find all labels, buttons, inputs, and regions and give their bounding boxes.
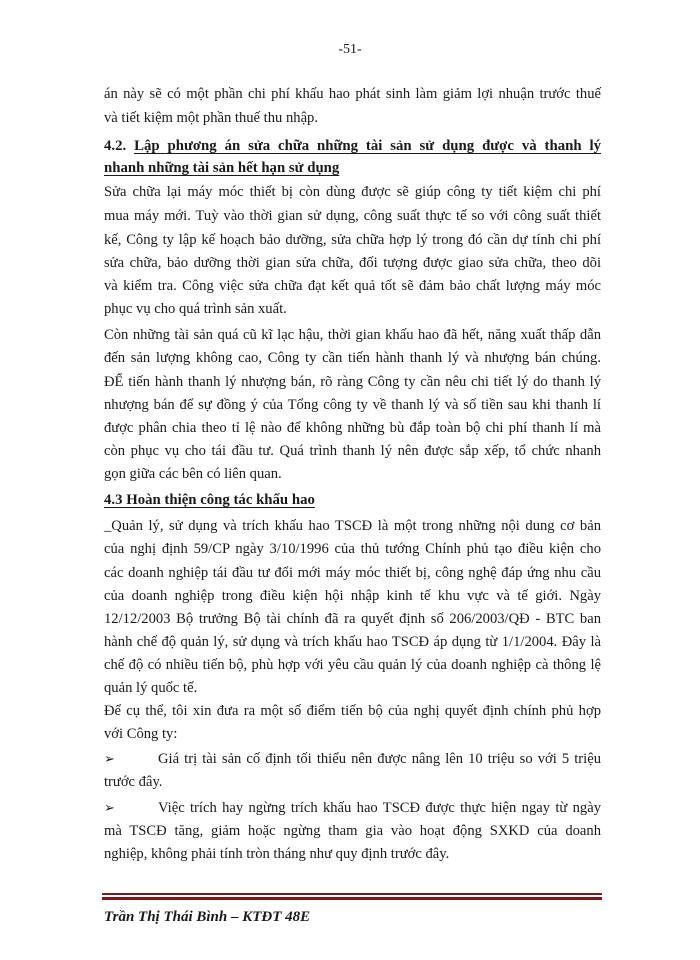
paragraph-line: các doanh nghiệp tái đầu tư đổi mới máy móc thiết bị, công nghệ đáp ứng nhu cầu <box>104 565 601 581</box>
section-4-2-heading-cont: nhanh những tài sản hết hạn sử dụng <box>104 160 340 176</box>
paragraph-line: 12/12/2003 Bộ trưởng Bộ tài chính đã ra quyết định số 206/2003/QĐ - BTC ban <box>104 611 601 627</box>
footer-author: Trần Thị Thái Bình – KTĐT 48E <box>104 909 311 925</box>
paragraph-line: của nghị định 59/CP ngày 3/10/1996 của thủ tướng Chính phủ tạo điều kiện cho <box>104 541 601 557</box>
paragraph-line: sửa chữa, bảo dưỡng thời gian sửa chữa, đối tượng được giao sửa chữa, theo dõi <box>104 255 601 271</box>
paragraph-line: Còn những tài sản quá cũ kĩ lạc hậu, thời gian khấu hao đã hết, năng xuất thấp dẫn <box>104 327 601 343</box>
paragraph-line: nhượng bán để sự đồng ý của Tổng công ty về thanh lý và số tiền sau khi thanh lí <box>104 397 601 413</box>
intro-line: án này sẽ có một phần chi phí khấu hao phát sinh làm giảm lợi nhuận trước thuế <box>104 86 601 102</box>
footer-rule <box>102 893 602 895</box>
bullet-text: Giá trị tài sản cố định tối thiểu nên được nâng lên 10 triệu so với 5 triệu <box>158 751 601 767</box>
page-number: -51- <box>338 42 362 57</box>
paragraph-line: Để cụ thể, tôi xin đưa ra một số điểm tiến bộ của nghị quyết định chính phủ hợp <box>104 703 601 719</box>
paragraph-line: gọn giữa các bên có liên quan. <box>104 466 282 482</box>
paragraph-line: ĐỂ tiến hành thanh lý nhượng bán, rõ ràng Công ty cần nêu chi tiết lý do thanh lý <box>104 374 601 390</box>
bullet-text: Việc trích hay ngừng trích khấu hao TSCĐ được thực hiện ngay từ ngày <box>158 800 601 816</box>
paragraph-line: quản lý quốc tế. <box>104 680 198 696</box>
paragraph-line: _Quản lý, sử dụng và trích khấu hao TSCĐ là một trong những nội dung cơ bản <box>104 518 601 534</box>
paragraph-line: và kiểm tra. Công việc sửa chữa đạt kết quả tốt sẽ đảm bảo chất lượng máy móc <box>104 278 601 294</box>
paragraph-line: với Công ty: <box>104 726 178 742</box>
paragraph-line: đến sản lượng không cao, Công ty cần tiến hành thanh lý và nhượng bán chúng. <box>104 350 601 366</box>
bullet-arrow-icon: ➢ <box>104 751 115 766</box>
bullet-text: nghiệp, không phải tính tròn tháng như quy định trước đây. <box>104 846 450 862</box>
bullet-text: trước đây. <box>104 774 163 790</box>
section-title: Lập phương án sửa chữa những tài sản sử dụng được và thanh lý <box>134 138 601 154</box>
paragraph-line: của doanh nghiệp trong điều kiện hội nhập kinh tế khu vực và tế giới. Ngày <box>104 588 601 604</box>
paragraph-line: còn phục vụ cho tái đầu tư. Quá trình thanh lý nên được sắp xếp, tổ chức nhanh <box>104 443 601 459</box>
paragraph-line: được phân chia theo tỉ lệ nào để không những bù đắp toàn bộ chi phí thanh lí mà <box>104 420 601 436</box>
paragraph-line: mua máy mới. Tuỳ vào thời gian sử dụng, công suất thực tế so với công suất thiết <box>104 208 601 224</box>
paragraph-line: phục vụ cho quá trình sản xuất. <box>104 301 287 317</box>
intro-line: và tiết kiệm một phần thuế thu nhập. <box>104 110 318 126</box>
paragraph-line: chế độ có nhiều tiến bộ, phù hợp với yêu cầu quản lý của doanh nghiệp cà thông lệ <box>104 657 601 673</box>
bullet-arrow-icon: ➢ <box>104 800 115 815</box>
section-4-3-heading: 4.3 Hoàn thiện công tác khấu hao <box>104 492 315 508</box>
paragraph-line: kế, Công ty lập kế hoạch bảo dưỡng, sửa chữa hợp lý trong đó cần dự tính chi phí <box>104 232 601 248</box>
footer-rule <box>102 897 602 900</box>
paragraph-line: Sửa chữa lại máy móc thiết bị còn dùng được sẽ giúp công ty tiết kiệm chi phí <box>104 184 601 200</box>
section-number: 4.2. <box>104 138 127 154</box>
bullet-text: mà TSCĐ tăng, giảm hoặc ngừng tham gia vào hoạt động SXKD của doanh <box>104 823 601 839</box>
paragraph-line: hành chế độ quản lý, sử dụng và trích khấu hao TSCĐ áp dụng từ 1/1/2004. Đây là <box>104 634 601 650</box>
section-4-2-heading <box>104 136 601 156</box>
